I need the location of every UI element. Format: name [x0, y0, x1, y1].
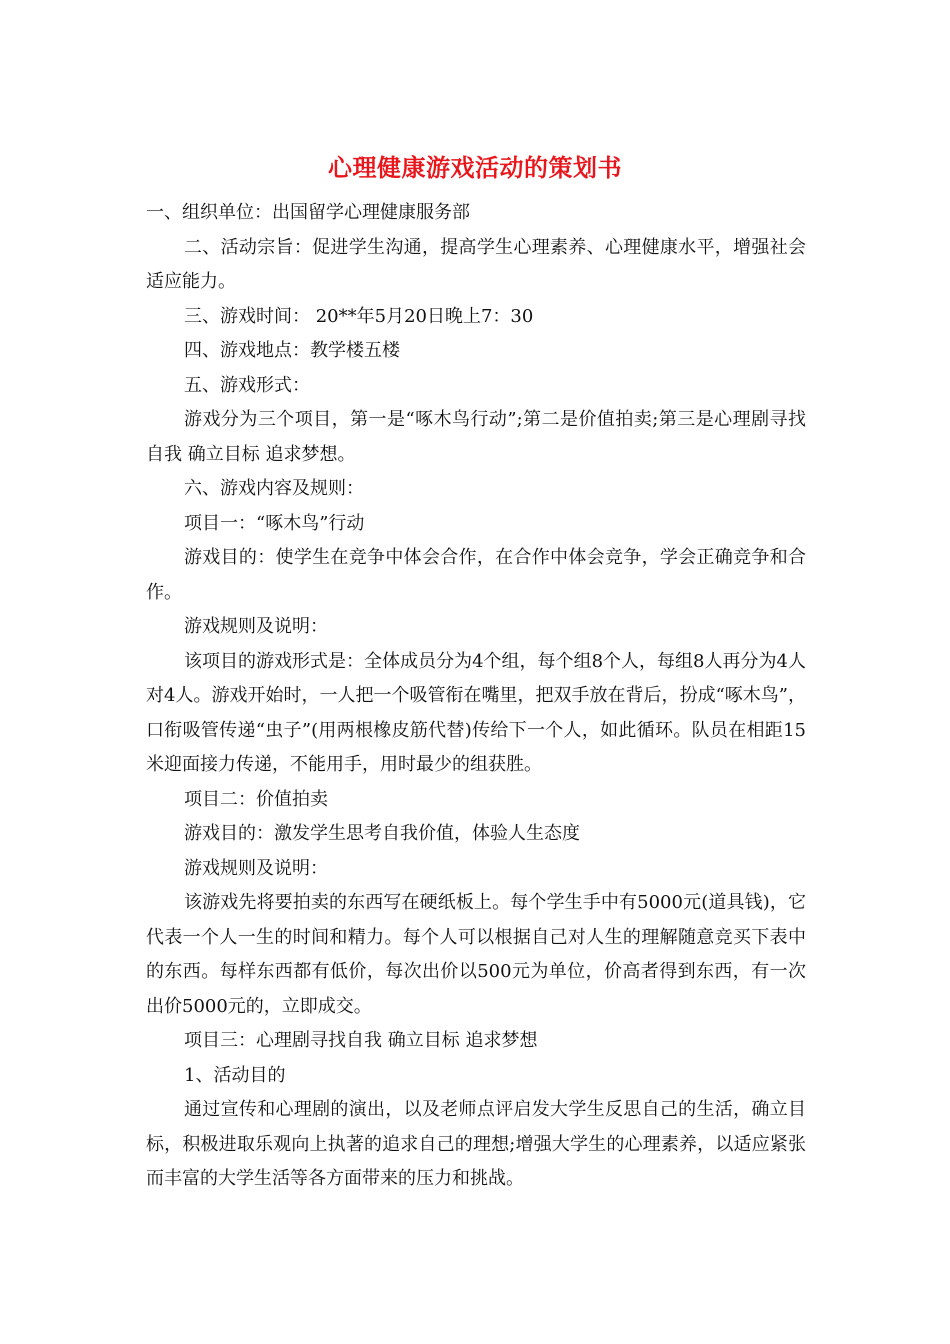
document-title: 心理健康游戏活动的策划书	[328, 153, 622, 182]
paragraph-project-one-rules-heading: 游戏规则及说明：	[184, 616, 328, 637]
paragraph-project-two: 项目二：价值拍卖	[184, 788, 328, 810]
document-body	[146, 196, 806, 1197]
paragraph-form-heading: 五、游戏形式：	[184, 374, 310, 396]
paragraph-rules-heading: 六、游戏内容及规则：	[184, 478, 364, 499]
paragraph-project-three: 项目三：心理剧寻找自我 确立目标 追求梦想	[184, 1030, 538, 1051]
paragraph-time: 三、游戏时间： 20**年5月20日晚上7：30	[184, 305, 534, 327]
paragraph-activity-goal-heading: 1、活动目的	[184, 1064, 286, 1086]
paragraph-project-one-goal: 游戏目的：使学生在竞争中体会合作，在合作中体会竞争，学会正确竞争和合作。	[146, 547, 806, 603]
paragraph-project-one-rules: 该项目的游戏形式是：全体成员分为4个组，每个组8个人，每组8人再分为4人对4人。游戏开始时，一人把一个吸管衔在嘴里，把双手放在背后，扮成“啄木鸟”，口衔吸管传递“虫子”(用两根橡皮筋代替)传给下一个人，如此循环。队员在相距15米迎面接力传递，不能用手，用时最少的组获胜。	[146, 650, 806, 775]
paragraph-organizer: 一、组织单位：出国留学心理健康服务部	[146, 202, 470, 223]
paragraph-project-one: 项目一：“啄木鸟”行动	[184, 512, 365, 534]
paragraph-purpose: 二、活动宗旨：促进学生沟通，提高学生心理素养、心理健康水平，增强社会适应能力。	[146, 236, 806, 292]
paragraph-project-two-rules: 该游戏先将要拍卖的东西写在硬纸板上。每个学生手中有5000元(道具钱)，它代表一个人一生的时间和精力。每个人可以根据自己对人生的理解随意竞买下表中的东西。每样东西都有低价，每次出价以500元为单位，价高者得到东西，有一次出价5000元的，立即成交。	[146, 892, 806, 1017]
paragraph-activity-goal: 通过宣传和心理剧的演出，以及老师点评启发大学生反思自己的生活，确立目标，积极进取乐观向上执著的追求自己的理想;增强大学生的心理素养，以适应紧张而丰富的大学生活等各方面带来的压力和挑战。	[146, 1099, 806, 1189]
paragraph-form-text: 游戏分为三个项目，第一是“啄木鸟行动”;第二是价值拍卖;第三是心理剧寻找自我 确立目标 追求梦想。	[146, 409, 806, 465]
paragraph-location: 四、游戏地点：教学楼五楼	[184, 340, 400, 361]
paragraph-project-two-rules-heading: 游戏规则及说明：	[184, 857, 328, 879]
paragraph-project-two-goal: 游戏目的：激发学生思考自我价值，体验人生态度	[184, 823, 580, 844]
